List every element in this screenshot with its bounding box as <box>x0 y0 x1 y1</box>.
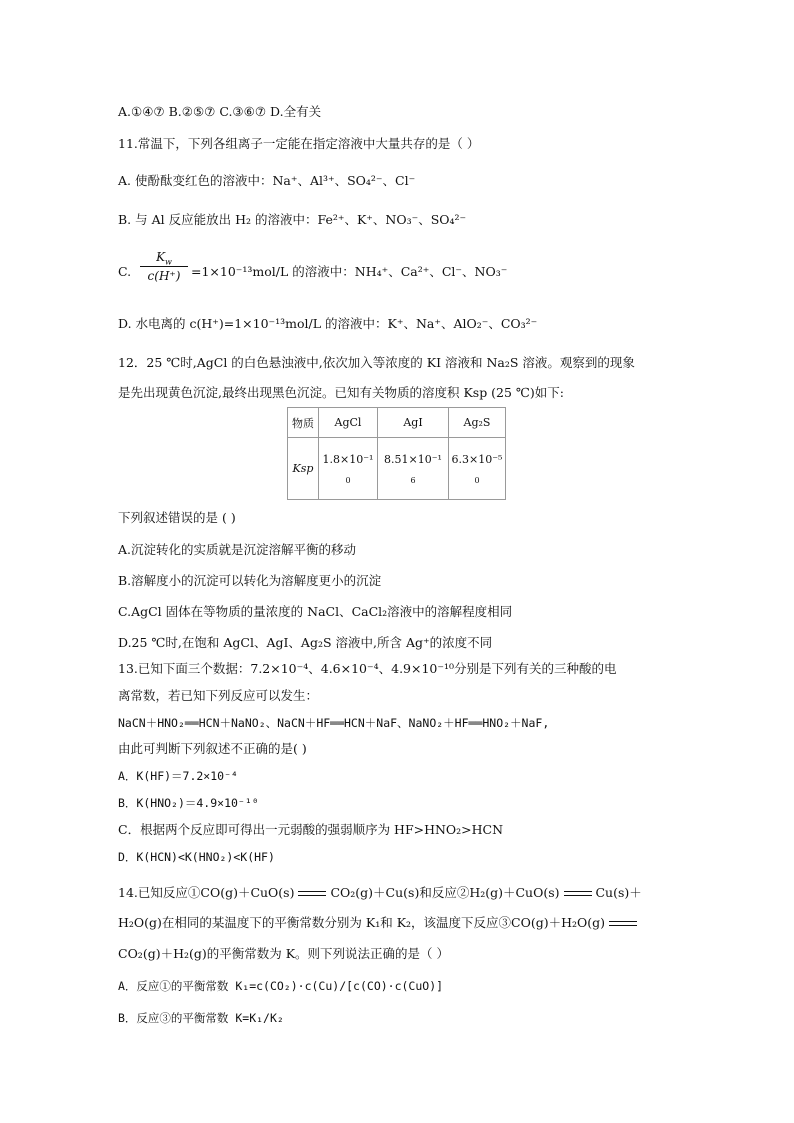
q13-option-a: A．K(HF)＝7.2×10⁻⁴ <box>118 769 238 783</box>
kw-fraction <box>140 250 188 283</box>
q11-option-b: B. 与 Al 反应能放出 H₂ 的溶液中：Fe²⁺、K⁺、NO₃⁻、SO₄²⁻ <box>118 212 467 227</box>
table-cell-agi: 8.51×10⁻¹ 6 <box>378 438 449 500</box>
kw-denominator: c(H⁺) <box>147 269 181 283</box>
q12-option-a: A.沉淀转化的实质就是沉淀溶解平衡的移动 <box>118 542 357 557</box>
table-cell-agcl: 1.8×10⁻¹ 0 <box>319 438 378 500</box>
q13-reactions: NaCN＋HNO₂══HCN＋NaNO₂、NaCN＋HF══HCN＋NaF、NaNO₂＋HF══HNO₂＋NaF, <box>118 716 550 730</box>
q12-option-b: B.溶解度小的沉淀可以转化为溶解度更小的沉淀 <box>118 573 382 588</box>
q13-option-c: C．根据两个反应即可得出一元弱酸的强弱顺序为 HF>HNO₂>HCN <box>118 822 504 837</box>
q13-option-d: D．K(HCN)<K(HNO₂)<K(HF) <box>118 850 275 864</box>
equilibrium-arrow-icon <box>609 919 637 929</box>
q13-option-b: B．K(HNO₂)＝4.9×10⁻¹⁰ <box>118 796 259 810</box>
q14-line2: H₂O(g)在相同的某温度下的平衡常数分别为 K₁和 K₂，该温度下反应③CO(g)＋H₂O(g) <box>118 914 637 932</box>
table-row-ksp: Ksp <box>288 438 319 500</box>
equilibrium-arrow-icon <box>298 889 326 899</box>
q11-option-c-text: =1×10⁻¹³mol/L 的溶液中：NH₄⁺、Ca²⁺、Cl⁻、NO₃⁻ <box>191 264 508 279</box>
equilibrium-arrow-icon <box>564 889 592 899</box>
ksp-table <box>287 407 506 500</box>
q14-line1: 14.已知反应①CO(g)＋CuO(s) CO₂(g)＋Cu(s)和反应②H₂(g)＋CuO(s) Cu(s)＋ <box>118 885 642 900</box>
q12-stem-line2: 是先出现黄色沉淀,最终出现黑色沉淀。已知有关物质的溶度积 Ksp (25 ℃)如下: <box>118 385 565 400</box>
q10-options: A.①④⑦ B.②⑤⑦ C.③⑥⑦ D.全有关 <box>118 104 322 119</box>
q11-option-d: D. 水电离的 c(H⁺)=1×10⁻¹³mol/L 的溶液中：K⁺、Na⁺、AlO₂⁻、CO₃²⁻ <box>118 316 538 331</box>
q14-option-a: A．反应①的平衡常数 K₁=c(CO₂)·c(Cu)/[c(CO)·c(CuO)] <box>118 979 444 993</box>
q11-option-c-label: C. <box>118 264 132 279</box>
table-header-agi: AgI <box>378 408 449 438</box>
q11-stem: 11.常温下，下列各组离子一定能在指定溶液中大量共存的是（ ） <box>118 136 480 151</box>
table-header-substance: 物质 <box>288 408 319 438</box>
table-header-agcl: AgCl <box>319 408 378 438</box>
fraction-bar <box>140 266 188 267</box>
table-header-ag2s: Ag₂S <box>449 408 506 438</box>
kw-numerator: $K_w$ <box>156 250 172 267</box>
q12-ask: 下列叙述错误的是 ( ) <box>118 510 236 525</box>
q11-option-a: A. 使酚酞变红色的溶液中：Na⁺、Al³⁺、SO₄²⁻、Cl⁻ <box>118 173 416 188</box>
q12-option-d: D.25 ℃时,在饱和 AgCl、AgI、Ag₂S 溶液中,所含 Ag⁺的浓度不同 <box>118 635 493 650</box>
q13-ask: 由此可判断下列叙述不正确的是( ) <box>118 741 307 756</box>
table-cell-ag2s: 6.3×10⁻⁵ 0 <box>449 438 506 500</box>
q14-line3: CO₂(g)＋H₂(g)的平衡常数为 K。则下列说法正确的是（ ） <box>118 946 450 961</box>
q12-option-c: C.AgCl 固体在等物质的量浓度的 NaCl、CaCl₂溶液中的溶解程度相同 <box>118 604 513 619</box>
q13-stem-line2: 离常数，若已知下列反应可以发生： <box>118 688 319 703</box>
q13-stem-line1: 13.已知下面三个数据：7.2×10⁻⁴、4.6×10⁻⁴、4.9×10⁻¹⁰分别是下列有关的三种酸的电 <box>118 661 617 676</box>
q14-option-b: B．反应③的平衡常数 K=K₁/K₂ <box>118 1011 284 1025</box>
q12-stem-line1: 12．25 ℃时,AgCl 的白色悬浊液中,依次加入等浓度的 KI 溶液和 Na₂S 溶液。观察到的现象 <box>118 355 635 370</box>
